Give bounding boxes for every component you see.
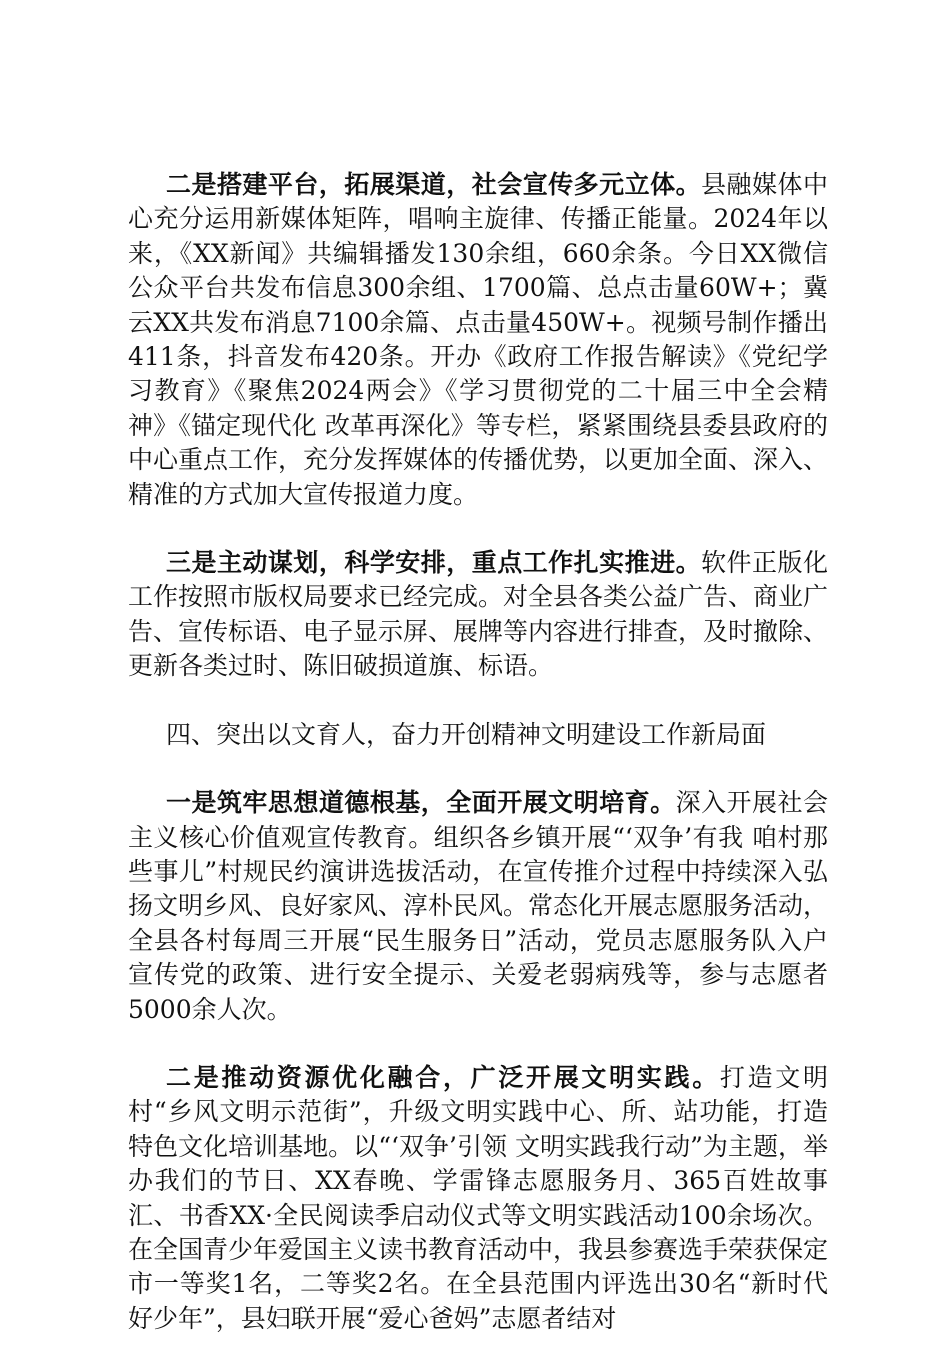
paragraph-body: 打造文明村“乡风文明示范街”，升级文明实践中心、所、站功能，打造特色文化培训基地。以“‘双争’引领 文明实践我行动”为主题，举办我们的节日、XX春晚、学雷锋志愿服务月、365百姓故事汇、书香XX·全民阅读季启动仪式等文明实践活动100余场次。在全国青少年爱国主义读书教育活动中，我县参赛选手荣获保定市一等奖1名，二等奖2名。在全县范围内评选出30名“新时代好少年”，县妇联开展“爱心爸妈”志愿者结对 [128,1062,829,1333]
paragraph-moral-foundation [128,786,828,1027]
paragraph-lead: 一是筑牢思想道德根基，全面开展文明培育。 [166,788,676,818]
paragraph-lead: 二是推动资源优化融合，广泛开展文明实践。 [166,1062,720,1092]
paragraph-lead: 三是主动谋划，科学安排，重点工作扎实推进。 [166,548,702,578]
paragraph-key-work [128,546,828,684]
paragraph-body: 软件正版化工作按照市版权局要求已经完成。对全县各类公益广告、商业广告、宣传标语、电子显示屏、展牌等内容进行排查，及时撤除、更新各类过时、陈旧破损道旗、标语。 [128,548,829,681]
document-body [128,168,828,1370]
paragraph-platform-channels [128,168,828,512]
section-heading: 四、突出以文育人，奋力开创精神文明建设工作新局面 [166,719,767,749]
paragraph-lead: 二是搭建平台，拓展渠道，社会宣传多元立体。 [166,170,702,199]
paragraph-civilization-practice [128,1061,828,1336]
paragraph-body: 县融媒体中心充分运用新媒体矩阵，唱响主旋律、传播正能量。2024年以来，《XX新闻》共编辑播发130余组，660余条。今日XX微信公众平台共发布信息300余组、1700篇、总点击量60W+；冀云XX共发布消息7100余篇、点击量450W+。视频号制作播出411条，抖音发布420条。开办《政府工作报告解读》《党纪学习教育》《聚焦2024两会》《学习贯彻党的二十届三中全会精神》《锚定现代化 改革再深化》等专栏，紧紧围绕县委县政府的中心重点工作，充分发挥媒体的传播优势，以更加全面、深入、精准的方式加大宣传报道力度。 [128,170,829,509]
paragraph-body: 深入开展社会主义核心价值观宣传教育。组织各乡镇开展“‘双争’有我 咱村那些事儿”村规民约演讲选拔活动，在宣传推介过程中持续深入弘扬文明乡风、良好家风、淳朴民风。常态化开展志愿服务活动，全县各村每周三开展“民生服务日”活动，党员志愿服务队入户宣传党的政策、进行安全提示、关爱老弱病残等，参与志愿者5000余人次。 [128,788,829,1024]
